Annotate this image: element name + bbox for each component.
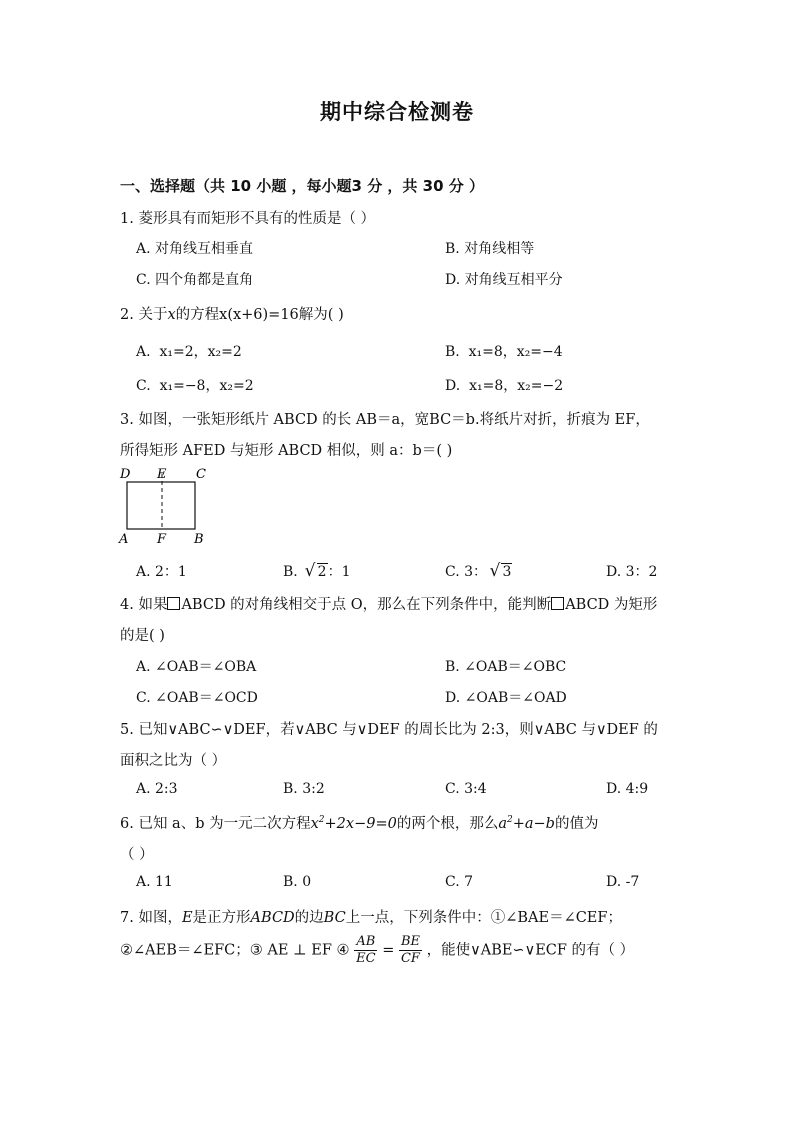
label-f: F <box>157 532 167 547</box>
question-1-stem: 1. 菱形具有而矩形不具有的性质是（ ） <box>120 211 376 227</box>
label-d: D <box>120 467 131 482</box>
fraction-ab-ec: $\frac{AB}{EC}$ <box>356 934 376 966</box>
q2-number: 2. 关于 <box>120 307 168 323</box>
parallelogram-icon <box>551 597 564 610</box>
q3-option-c: C. 3： √ 3 <box>445 561 512 581</box>
section-heading: 一、选择题（共 10 小题 ，每小题3 分 ，共 30 分 ） <box>120 177 484 195</box>
q1-option-b: B. 对角线相等 <box>445 241 535 257</box>
q3-option-b: B. √ 2：1 <box>283 561 351 581</box>
q4-option-c: C. ∠OAB＝∠OCD <box>136 690 258 706</box>
q2-variable: x <box>167 307 176 323</box>
question-7-line-1: 7. 如图，E是正方形ABCD的边BC上一点，下列条件中：①∠BAE＝∠CEF； <box>120 910 622 926</box>
question-3-line-1: 3. 如图，一张矩形纸片 ABCD 的长 AB＝a，宽BC＝b.将纸片对折，折痕为 EF， <box>120 412 650 428</box>
q5-option-b: B. 3:2 <box>283 781 325 797</box>
label-c: C <box>196 467 206 482</box>
question-6-line-2: （ ） <box>120 847 154 863</box>
label-e: E <box>157 467 167 482</box>
question-7-line-2: ②∠AEB＝∠EFC；③ AE ⊥ EF ④ $\frac{AB}{EC}$ = $\frac{BE}{CF}$ ，能使∨ABE∽∨ECF 的有（ ） <box>120 934 635 966</box>
q6-option-b: B. 0 <box>283 874 312 890</box>
q1-option-a: A. 对角线互相垂直 <box>136 241 254 257</box>
q5-option-a: A. 2:3 <box>136 781 178 797</box>
question-4-line-1: 4. 如果 ABCD 的对角线相交于点 O，那么在下列条件中，能判断 ABCD 为矩形 <box>120 597 658 613</box>
q3-rectangle-figure <box>115 462 215 548</box>
q2-option-a: A. x₁=2，x₂=2 <box>136 344 242 360</box>
q2-option-d: D. x₁=8，x₂=−2 <box>445 378 564 394</box>
q4-option-a: A. ∠OAB＝∠OBA <box>136 659 257 675</box>
q2-tail: 解为( ) <box>298 307 344 323</box>
fraction-be-cf: $\frac{BE}{CF}$ <box>400 934 420 966</box>
q2-option-b: B. x₁=8，x₂=−4 <box>445 344 563 360</box>
q5-option-d: D. 4:9 <box>606 781 649 797</box>
q2-option-c: C. x₁=−8，x₂=2 <box>136 378 254 394</box>
rect-abcd <box>127 482 195 529</box>
question-5-line-1: 5. 已知∨ABC∽∨DEF，若∨ABC 与∨DEF 的周长比为 2:3，则∨ABC 与∨DEF 的 <box>120 722 658 738</box>
question-3-line-2: 所得矩形 AFED 与矩形 ABCD 相似，则 a：b＝( ) <box>120 443 453 459</box>
q4-option-b: B. ∠OAB＝∠OBC <box>445 659 567 675</box>
q6-equation: $x^2+2x-9=0$ <box>310 815 397 832</box>
q2-equation: x(x+6)=16 <box>219 307 299 323</box>
question-2-stem <box>120 303 344 324</box>
q6-option-c: C. 7 <box>445 874 474 890</box>
q6-expression: $a^2+a-b$ <box>498 815 555 832</box>
question-5-line-2: 面积之比为（ ） <box>120 753 227 769</box>
question-4-line-2: 的是( ) <box>120 628 165 644</box>
q6-option-d: D. -7 <box>606 874 640 890</box>
q4-option-d: D. ∠OAB＝∠OAD <box>445 690 567 706</box>
label-b: B <box>194 532 204 547</box>
q5-option-c: C. 3:4 <box>445 781 487 797</box>
q2-mid: 的方程 <box>175 307 220 323</box>
parallelogram-icon <box>167 597 180 610</box>
q3-option-d: D. 3：2 <box>606 564 658 580</box>
q3-option-a: A. 2：1 <box>136 564 187 580</box>
page-title: 期中综合检测卷 <box>320 100 474 124</box>
q1-option-d: D. 对角线互相平分 <box>445 272 563 288</box>
sqrt-symbol: √ 2 <box>307 564 328 580</box>
q1-option-c: C. 四个角都是直角 <box>136 272 254 288</box>
label-a: A <box>119 532 129 547</box>
q6-option-a: A. 11 <box>136 874 173 890</box>
question-6-line-1: 6. 已知 a、b 为一元二次方程$x^2+2x-9=0$的两个根，那么$a^2+a-b$的值为 <box>120 815 599 832</box>
sqrt-symbol: √ 3 <box>491 564 512 580</box>
